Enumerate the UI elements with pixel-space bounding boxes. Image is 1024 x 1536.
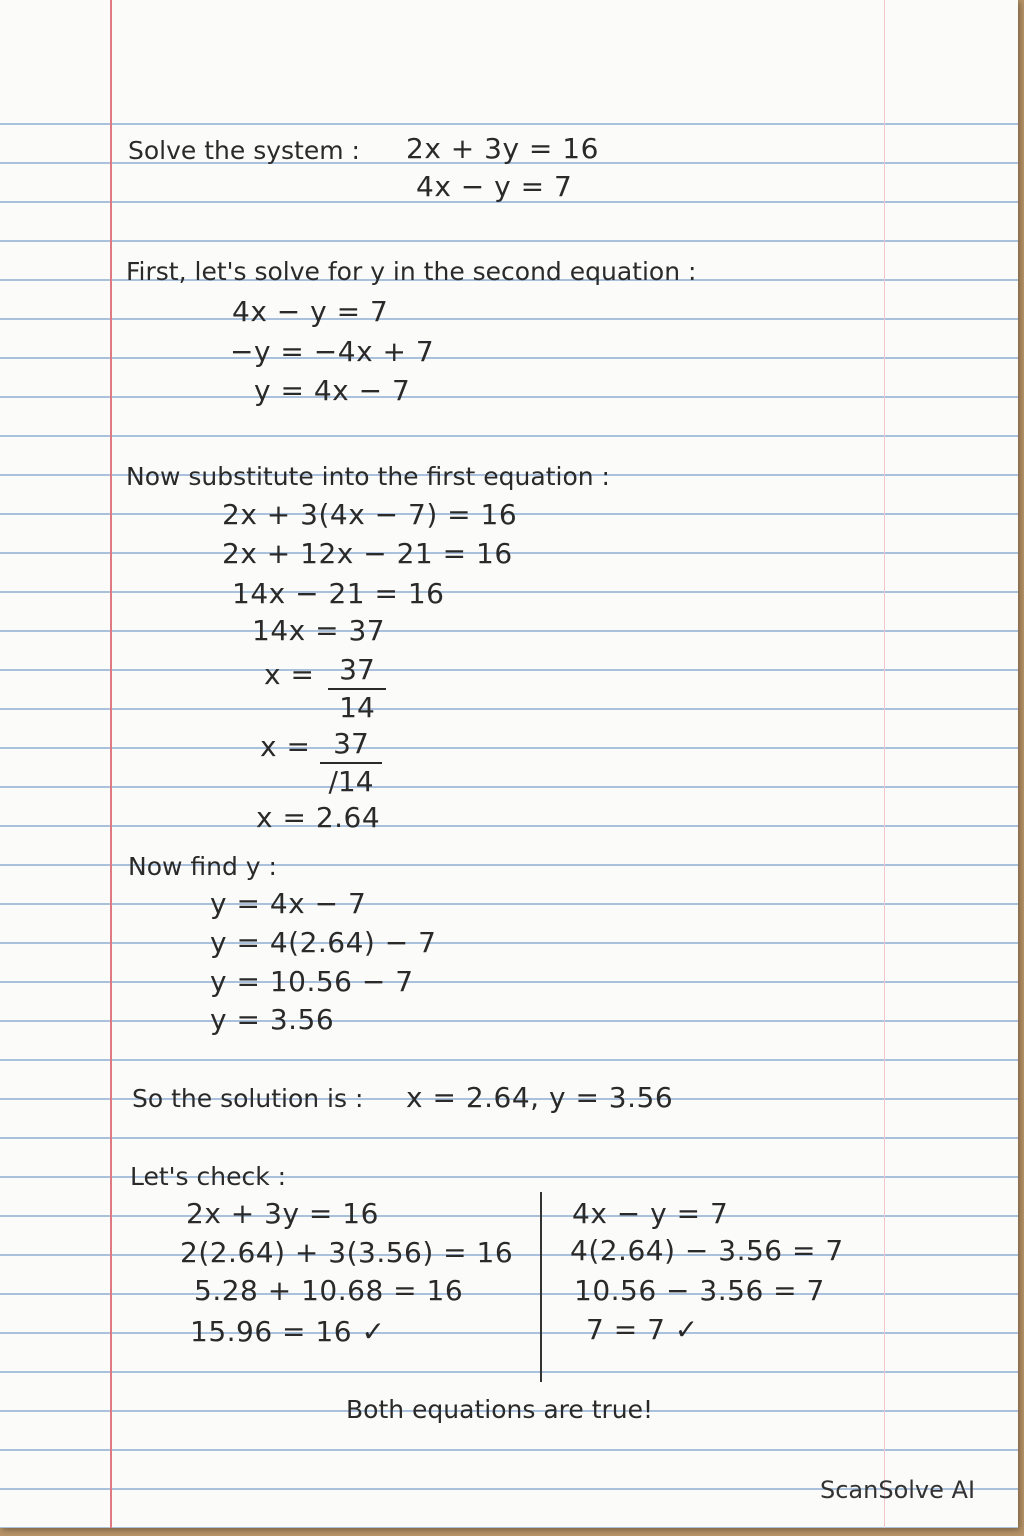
- step3-heading: Now find y :: [128, 852, 277, 881]
- problem-equation-2: 4x − y = 7: [416, 170, 573, 203]
- step3-line: y = 3.56: [210, 1003, 335, 1036]
- fraction-37-14: [328, 654, 386, 724]
- step1-line: 4x − y = 7: [232, 295, 389, 328]
- fraction-lhs: x =: [264, 658, 315, 691]
- check-right-line: 7 = 7 ✓: [586, 1313, 699, 1346]
- fraction-bar: [328, 688, 386, 690]
- check-left-line: 2(2.64) + 3(3.56) = 16: [180, 1236, 514, 1269]
- check-left-line: 5.28 + 10.68 = 16: [194, 1274, 464, 1307]
- step3-line: y = 10.56 − 7: [210, 965, 414, 998]
- step1-line: y = 4x − 7: [254, 374, 411, 407]
- right-margin-line: [884, 0, 885, 1528]
- check-heading: Let's check :: [130, 1162, 287, 1191]
- check-right-line: 4(2.64) − 3.56 = 7: [570, 1234, 844, 1267]
- x-result: x = 2.64: [256, 801, 381, 834]
- fraction-numerator: 37: [339, 653, 375, 686]
- fraction-denominator: 14: [339, 691, 375, 724]
- step1-heading: First, let's solve for y in the second equation :: [126, 257, 697, 286]
- conclusion-text: Both equations are true!: [346, 1395, 654, 1424]
- margin-line: [110, 0, 112, 1528]
- solution-label: So the solution is :: [132, 1084, 364, 1113]
- check-left-line: 15.96 = 16 ✓: [190, 1315, 386, 1348]
- step1-line: −y = −4x + 7: [230, 335, 435, 368]
- page-header-area: [0, 0, 1018, 120]
- step3-line: y = 4(2.64) − 7: [210, 926, 437, 959]
- step3-line: y = 4x − 7: [210, 887, 367, 920]
- fraction-37-14-repeat: [320, 728, 382, 798]
- step2-line: 14x − 21 = 16: [232, 577, 445, 610]
- step2-heading: Now substitute into the first equation :: [126, 462, 610, 491]
- solution-value: x = 2.64, y = 3.56: [406, 1081, 674, 1114]
- fraction-numerator: 37: [333, 727, 369, 760]
- check-divider: [540, 1192, 542, 1382]
- problem-label: Solve the system :: [128, 136, 360, 165]
- check-right-line: 10.56 − 3.56 = 7: [574, 1274, 825, 1307]
- fraction-bar: [320, 762, 382, 764]
- fraction-denominator: /14: [328, 765, 374, 798]
- check-right-line: 4x − y = 7: [572, 1197, 729, 1230]
- problem-equation-1: 2x + 3y = 16: [406, 132, 599, 165]
- step2-line: 2x + 3(4x − 7) = 16: [222, 498, 518, 531]
- fraction-lhs: x =: [260, 730, 311, 763]
- step2-line: 2x + 12x − 21 = 16: [222, 537, 513, 570]
- check-left-line: 2x + 3y = 16: [186, 1197, 379, 1230]
- brand-watermark: ScanSolve AI: [820, 1476, 976, 1504]
- step2-line: 14x = 37: [252, 614, 386, 647]
